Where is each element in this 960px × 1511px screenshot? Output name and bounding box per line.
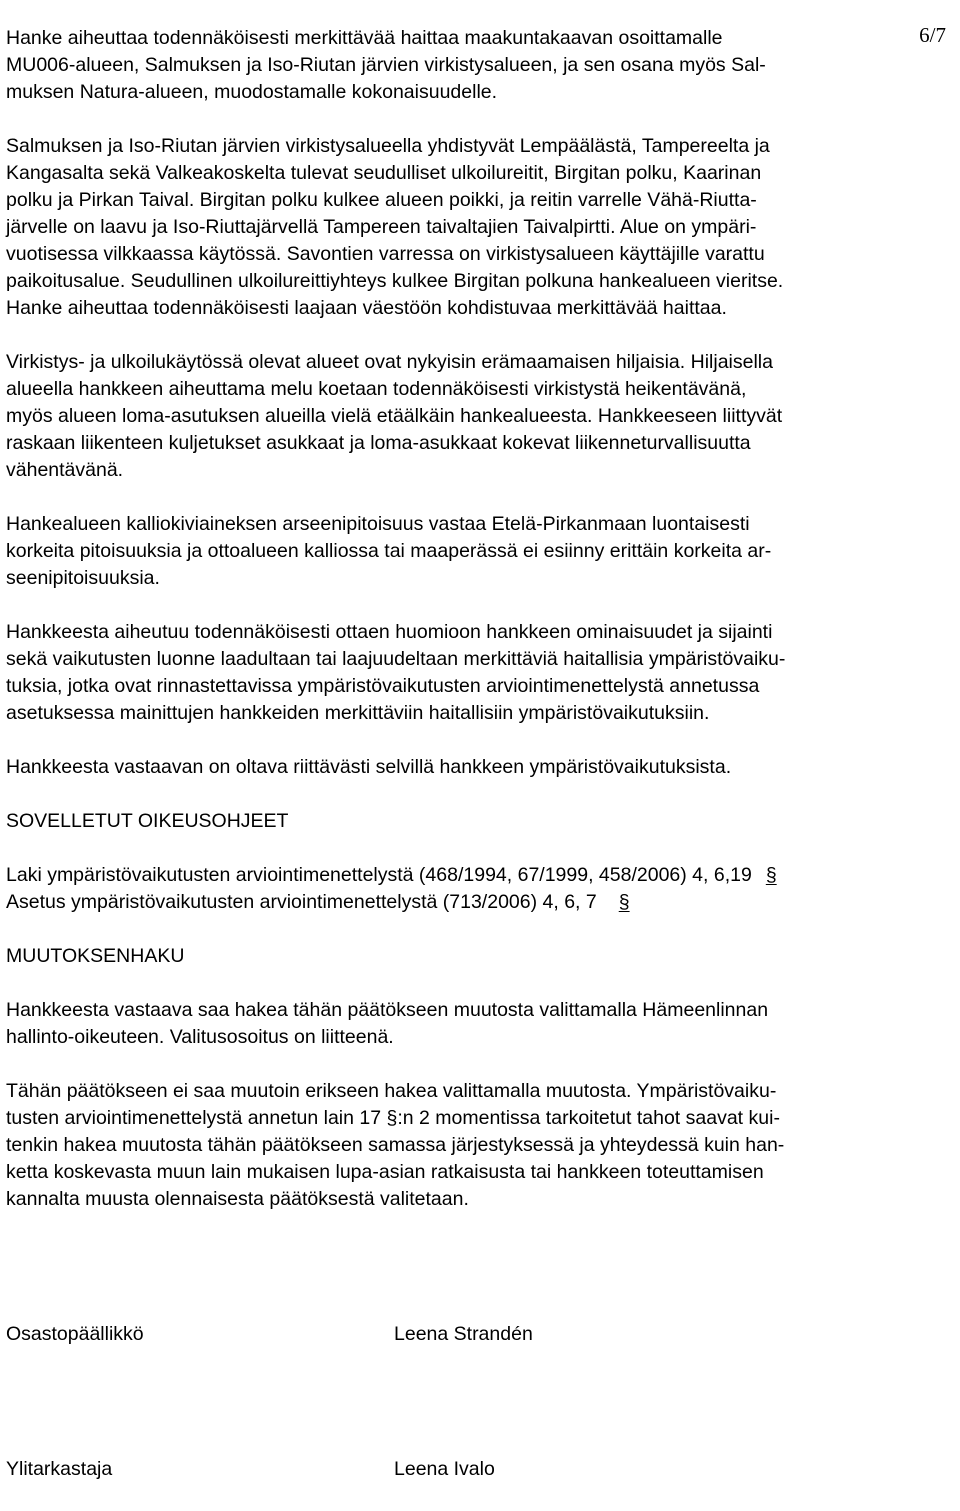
paragraph — [6, 133, 956, 322]
law-reference-text: Asetus ympäristövaikutusten arviointimenettelystä (713/2006) 4, 6, 7 — [6, 891, 597, 913]
text-line: alueella hankkeen aiheuttama melu koetaan todennäköisesti virkistystä heikentävänä, — [6, 378, 747, 400]
text-line: Hanke aiheuttaa todennäköisesti laajaan väestöön kohdistuvaa merkittävää haittaa. — [6, 297, 727, 319]
page-number: 6/7 — [919, 23, 946, 47]
paragraph — [6, 997, 956, 1051]
text-line: raskaan liikenteen kuljetukset asukkaat ja loma-asukkaat kokevat liikenneturvallisuutta — [6, 432, 751, 454]
heading-appeal: MUUTOKSENHAKU — [6, 945, 185, 967]
appeal-section — [6, 997, 956, 1213]
text-line: Hankkeesta vastaava saa hakea tähän päätökseen muutosta valittamalla Hämeenlinnan — [6, 999, 769, 1021]
signature-title: Ylitarkastaja — [6, 1458, 113, 1480]
heading-applied-law: SOVELLETUT OIKEUSOHJEET — [6, 810, 289, 832]
text-line: korkeita pitoisuuksia ja ottoalueen kalliossa tai maaperässä ei esiinny erittäin korkeita ar- — [6, 540, 772, 562]
text-line: Salmuksen ja Iso-Riutan järvien virkistysalueella yhdistyvät Lempäälästä, Tampereelta ja — [6, 135, 770, 157]
text-line: Hankkeesta vastaavan on oltava riittävästi selvillä hankkeen ympäristövaikutuksista. — [6, 756, 732, 778]
text-line: Hankkeesta aiheutuu todennäköisesti ottaen huomioon hankkeen ominaisuudet ja sijainti — [6, 621, 773, 643]
text-line: Hankealueen kalliokiviaineksen arseenipitoisuus vastaa Etelä-Pirkanmaan luontaisesti — [6, 513, 750, 535]
text-line: kannalta muusta olennaisesta päätöksestä valitetaan. — [6, 1188, 469, 1210]
text-line: muksen Natura-alueen, muodostamalle kokonaisuudelle. — [6, 81, 498, 103]
signature-name: Leena Ivalo — [394, 1458, 495, 1480]
paragraph — [6, 349, 956, 484]
law-reference-text: Laki ympäristövaikutusten arviointimenettelystä (468/1994, 67/1999, 458/2006) 4, 6,19 — [6, 864, 752, 886]
text-line: Hanke aiheuttaa todennäköisesti merkittävää haittaa maakuntakaavan osoittamalle — [6, 27, 723, 49]
document-page — [6, 25, 956, 1483]
law-reference — [6, 889, 956, 916]
applied-law-list — [6, 862, 956, 916]
text-line: seenipitoisuuksia. — [6, 567, 160, 589]
text-line: järvelle on laavu ja Iso-Riuttajärvellä Tampereen taivaltajien Taivalpirtti. Alue on ympäri- — [6, 216, 757, 238]
paragraph — [6, 1078, 956, 1213]
text-line: polku ja Pirkan Taival. Birgitan polku kulkee alueen poikki, ja reitin varrelle Vähä-Riutta- — [6, 189, 757, 211]
text-line: vähentävänä. — [6, 459, 124, 481]
section-mark: § — [765, 864, 777, 886]
text-line: ketta koskevasta muun lain mukaisen lupa-asian ratkaisusta tai hankkeen toteuttamisen — [6, 1161, 764, 1183]
text-line: Tähän päätökseen ei saa muutoin erikseen hakea valittamalla muutosta. Ympäristövaiku- — [6, 1080, 777, 1102]
signature-title: Osastopäällikkö — [6, 1323, 144, 1345]
text-line: vuotisessa vilkkaassa käytössä. Savontien varressa on virkistysalueen käyttäjille varattu — [6, 243, 765, 265]
section-mark: § — [618, 891, 630, 913]
text-line: Virkistys- ja ulkoilukäytössä olevat alueet ovat nykyisin erämaamaisen hiljaisia. Hiljaisella — [6, 351, 773, 373]
text-line: MU006-alueen, Salmuksen ja Iso-Riutan järvien virkistysalueen, ja sen osana myös Sal- — [6, 54, 766, 76]
text-line: paikoitusalue. Seudullinen ulkoilureittiyhteys kulkee Birgitan polkuna hankealueen vieritse. — [6, 270, 784, 292]
text-line: asetuksessa mainittujen hankkeiden merkittäviin haitallisiin ympäristövaikutuksiin. — [6, 702, 710, 724]
paragraph — [6, 619, 956, 727]
signature-row-2 — [6, 1456, 956, 1483]
paragraph — [6, 754, 956, 781]
text-line: tusten arviointimenettelystä annetun lain 17 §:n 2 momentissa tarkoitetut tahot saavat kui- — [6, 1107, 780, 1129]
text-line: hallinto-oikeuteen. Valitusosoitus on liitteenä. — [6, 1026, 394, 1048]
text-line: Kangasalta sekä Valkeakoskelta tulevat seudulliset ulkoilureitit, Birgitan polku, Kaarinan — [6, 162, 762, 184]
signature-row-1 — [6, 1321, 956, 1348]
paragraph — [6, 511, 956, 592]
text-line: tenkin hakea muutosta tähän päätökseen samassa järjestyksessä ja yhteydessä kuin han- — [6, 1134, 785, 1156]
law-reference — [6, 862, 956, 889]
text-line: sekä vaikutusten luonne laadultaan tai laajuudeltaan merkittäviä haitallisia ympäristövaiku- — [6, 648, 786, 670]
paragraph — [6, 25, 956, 106]
text-line: myös alueen loma-asutuksen alueilla vielä etäälkäin hankealueesta. Hankkeeseen liittyvät — [6, 405, 783, 427]
text-line: tuksia, jotka ovat rinnastettavissa ympäristövaikutusten arviointimenettelystä annetussa — [6, 675, 760, 697]
signature-name: Leena Strandén — [394, 1323, 533, 1345]
decision-reasoning — [6, 25, 956, 781]
